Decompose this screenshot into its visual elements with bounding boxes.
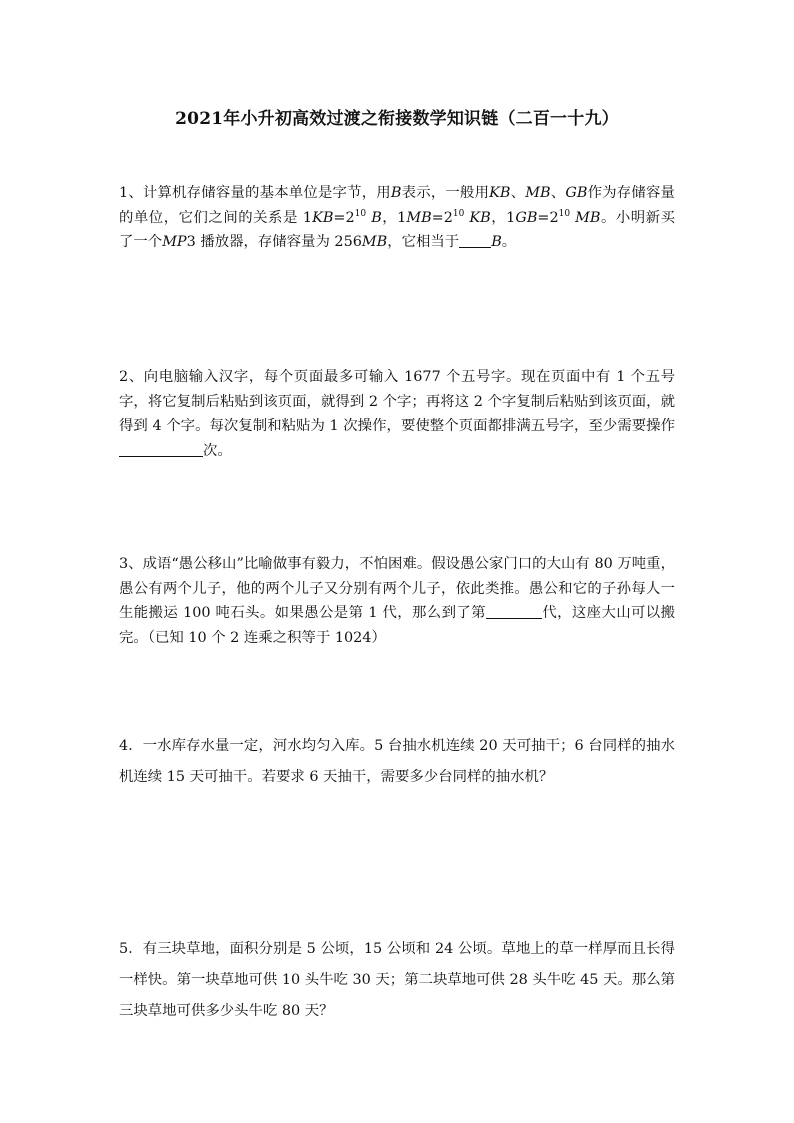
q1-text: 1、计算机存储容量的基本单位是字节，用: [119, 185, 391, 201]
question-4: 4．一水库存水量一定，河水均匀入库。5 台抽水机连续 20 天可抽干；6 台同样的抽水机连续 15 天可抽干。若要求 6 天抽干，需要多少台同样的抽水机？: [119, 738, 675, 785]
q2-text: 2、向电脑输入汉字，每个页面最多可输入 1677 个五号字。现在页面中有 1 个五号字，将它复制后粘贴到该页面，就得到 2 个字；再将这 2 个字复制后粘贴到该页面，就得到 4 个字。每次复制和粘贴为 1 次操作，要使整个页面都排满五号字，至少需要操作: [119, 369, 675, 434]
question-5: 5．有三块草地，面积分别是 5 公顷，15 公顷和 24 公顷。草地上的草一样厚而且长得一样快。第一块草地可供 10 头牛吃 30 天；第二块草地可供 28 头牛吃 45 天。那么第三块草地可供多少头牛吃 80 天？: [119, 941, 675, 1019]
question-1: 1、计算机存储容量的基本单位是字节，用B表示，一般用KB、MB、GB作为存储容量的单位，它们之间的关系是 $1KB=2^{10}$ B，$1MB=2^{10}$ KB，$1GB=2^{10}$ MB。小明新买了一个MP3 播放器，存储容量为 256MB，它相当于 B。: [119, 185, 676, 250]
question-2: 2、向电脑输入汉字，每个页面最多可输入 1677 个五号字。现在页面中有 1 个五号字，将它复制后粘贴到该页面，就得到 2 个字；再将这 2 个字复制后粘贴到该页面，就得到 4 个字。每次复制和粘贴为 1 次操作，要使整个页面都排满五号字，至少需要操作次。: [119, 369, 675, 459]
answer-blank[interactable]: [119, 442, 203, 457]
document-title: 2021年小升初高效过渡之衔接数学知识链（二百一十九）: [175, 109, 619, 129]
question-3: 3、成语“愚公移山”比喻做事有毅力，不怕困难。假设愚公家门口的大山有 80 万吨重，愚公有两个儿子，他的两个儿子又分别有两个儿子，依此类推。愚公和它的子孙每人一生能搬运 100 吨石头。如果愚公是第 1 代，那么到了第 代，这座大山可以搬完。（已知 10 个 2 连乘之积等于 1024）: [119, 556, 675, 646]
answer-blank[interactable]: [486, 604, 542, 619]
answer-blank[interactable]: [459, 233, 491, 248]
q3-text: 3、成语“愚公移山”比喻做事有毅力，不怕困难。假设愚公家门口的大山有 80 万吨重，愚公有两个儿子，他的两个儿子又分别有两个儿子，依此类推。愚公和它的子孙每人一生能搬运 100 吨石头。如果愚公是第 1 代，那么到了第: [119, 556, 675, 621]
